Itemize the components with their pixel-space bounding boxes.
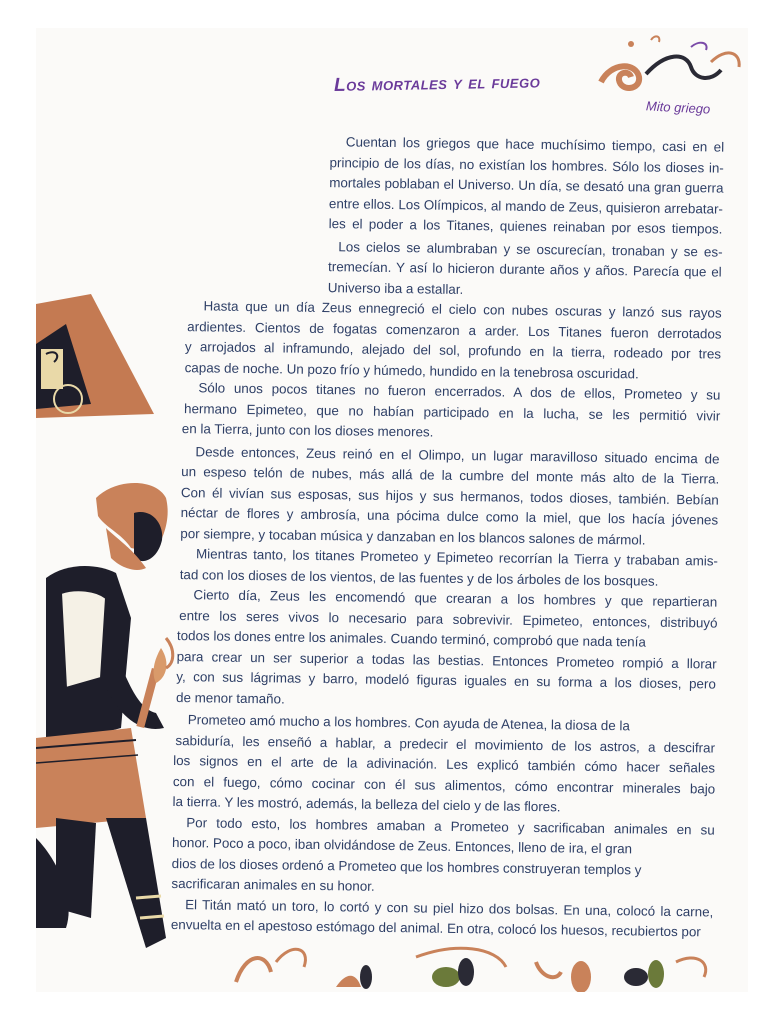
- text-line: mortales poblaban el Universo. Un día, se desató una gran guerra: [329, 175, 724, 196]
- text-line: Con él vivían sus esposas, sus hijos y sus hermanos, todos dioses, también. Bebían: [180, 485, 719, 508]
- text-line: en la Tierra, junto con los dioses menores.: [181, 421, 434, 440]
- text-line: tremecían. Y así lo hicieron durante años y años. Parecía que el: [327, 259, 722, 280]
- text-line: tad con los dioses de los vientos, de las fuentes y de los árboles de los bosques.: [179, 567, 659, 589]
- text-line: Hasta que un día Zeus ennegreció el cielo con nubes oscuras y lanzó sus rayos: [203, 298, 722, 321]
- text-line: néctar de flores y ambrosía, una pócima dulce como la miel, que los hacía jóvenes: [180, 505, 719, 528]
- text-line: para crear un ser superior a todas las bestias. Entonces Prometeo rompió a llorar: [176, 649, 717, 672]
- text-line: principio de los días, no existían los hombres. Sólo los dioses in-: [329, 155, 724, 176]
- text-line: y, con sus lágrimas y barro, modeló figuras iguales en su forma a los dioses, pero: [176, 669, 716, 692]
- text-line: les el poder a los Titanes, quienes reinaban por esos tiempos.: [328, 216, 723, 237]
- text-line: los signos en el arte de la adivinación. Les explicó también cómo hacer señales: [173, 752, 716, 776]
- text-line: la tierra. Y les mostró, además, la belleza del cielo y de las flores.: [172, 793, 561, 815]
- text-line: sacrificaran animales en su honor.: [171, 875, 375, 894]
- text-line: Sólo unos pocos titanes no fueron encerrados. A dos de ellos, Prometeo y su: [198, 380, 721, 403]
- body-text: [36, 128, 726, 940]
- page-subtitle: Mito griego: [645, 98, 711, 117]
- text-line: y arrojados al inframundo, alejado del sol, profundo en la tierra, rodeado por tres: [184, 339, 722, 362]
- text-line: El Titán mató un toro, lo cortó y con su piel hizo dos bolsas. En una, colocó la carne,: [185, 897, 714, 920]
- text-line: ardientes. Cientos de fogatas comenzaron a arder. Los Titanes fueron derrotados: [187, 319, 722, 342]
- text-line: por siempre, y tocaban música y danzaban en los blancos salones de mármol.: [180, 526, 646, 548]
- text-line: hermano Epimeteo, que no habían participado en la lucha, se les permitió vivir: [183, 401, 721, 424]
- decorative-swirl-icon: [591, 32, 748, 102]
- book-page: [36, 28, 748, 992]
- text-line: honor. Poco a poco, iban olvidándose de Zeus. Entonces, lleno de ira, el gran: [171, 834, 633, 857]
- text-line: Prometeo amó mucho a los hombres. Con ayuda de Atenea, la diosa de la: [187, 712, 630, 734]
- text-line: Cierto día, Zeus les encomendó que crearan a los hombres y que repartieran: [193, 587, 718, 610]
- text-line: Por todo esto, los hombres amaban a Prometeo y sacrificaban animales en su: [186, 815, 715, 838]
- text-line: Los cielos se alumbraban y se oscurecían, tronaban y se es-: [338, 239, 723, 260]
- text-line: dios de los dioses ordenó a Prometeo que los hombres construyeran templos y: [171, 855, 642, 878]
- text-line: capas de noche. Un pozo frío y húmedo, hundido en la tenebrosa oscuridad.: [184, 360, 639, 382]
- page-title: Los mortales y el fuego: [333, 71, 541, 96]
- text-line: Mientras tanto, los titanes Prometeo y Epimeteo recorrían la Tierra y trababan amis-: [195, 546, 719, 569]
- text-line: Universo iba a estallar.: [327, 280, 464, 297]
- text-line: Cuentan los griegos que hace muchísimo tiempo, casi en el: [345, 134, 725, 155]
- text-line: de menor tamaño.: [175, 690, 285, 707]
- text-line: entre ellos. Los Olímpicos, al mando de Zeus, quisieron arrebatar-: [328, 196, 724, 217]
- text-line: todos los dones entre los animales. Cuando terminó, comprobó que nada tenía: [176, 628, 646, 650]
- prometheus-illustration: [36, 478, 186, 992]
- chariot-illustration: [36, 294, 154, 418]
- text-line: sabiduría, les enseñó a hablar, a predecir el movimiento de los astros, a descifrar: [175, 733, 716, 756]
- text-line: envuelta en el apestoso estómago del animal. En otra, colocó los huesos, recubiertos por: [170, 916, 701, 940]
- text-line: Desde entonces, Zeus reinó en el Olimpo, un lugar maravilloso situado encima de: [195, 444, 720, 467]
- text-line: entre los seres vivos lo necesario para sobrevivir. Epimeteo, entonces, distribuyó: [179, 608, 718, 631]
- text-line: con el fuego, cómo cocinar con él sus alimentos, cómo encontrar minerales bajo: [172, 773, 716, 797]
- text-line: un espeso telón de nubes, más allá de la cumbre del monte más alto de la Tierra.: [181, 464, 720, 487]
